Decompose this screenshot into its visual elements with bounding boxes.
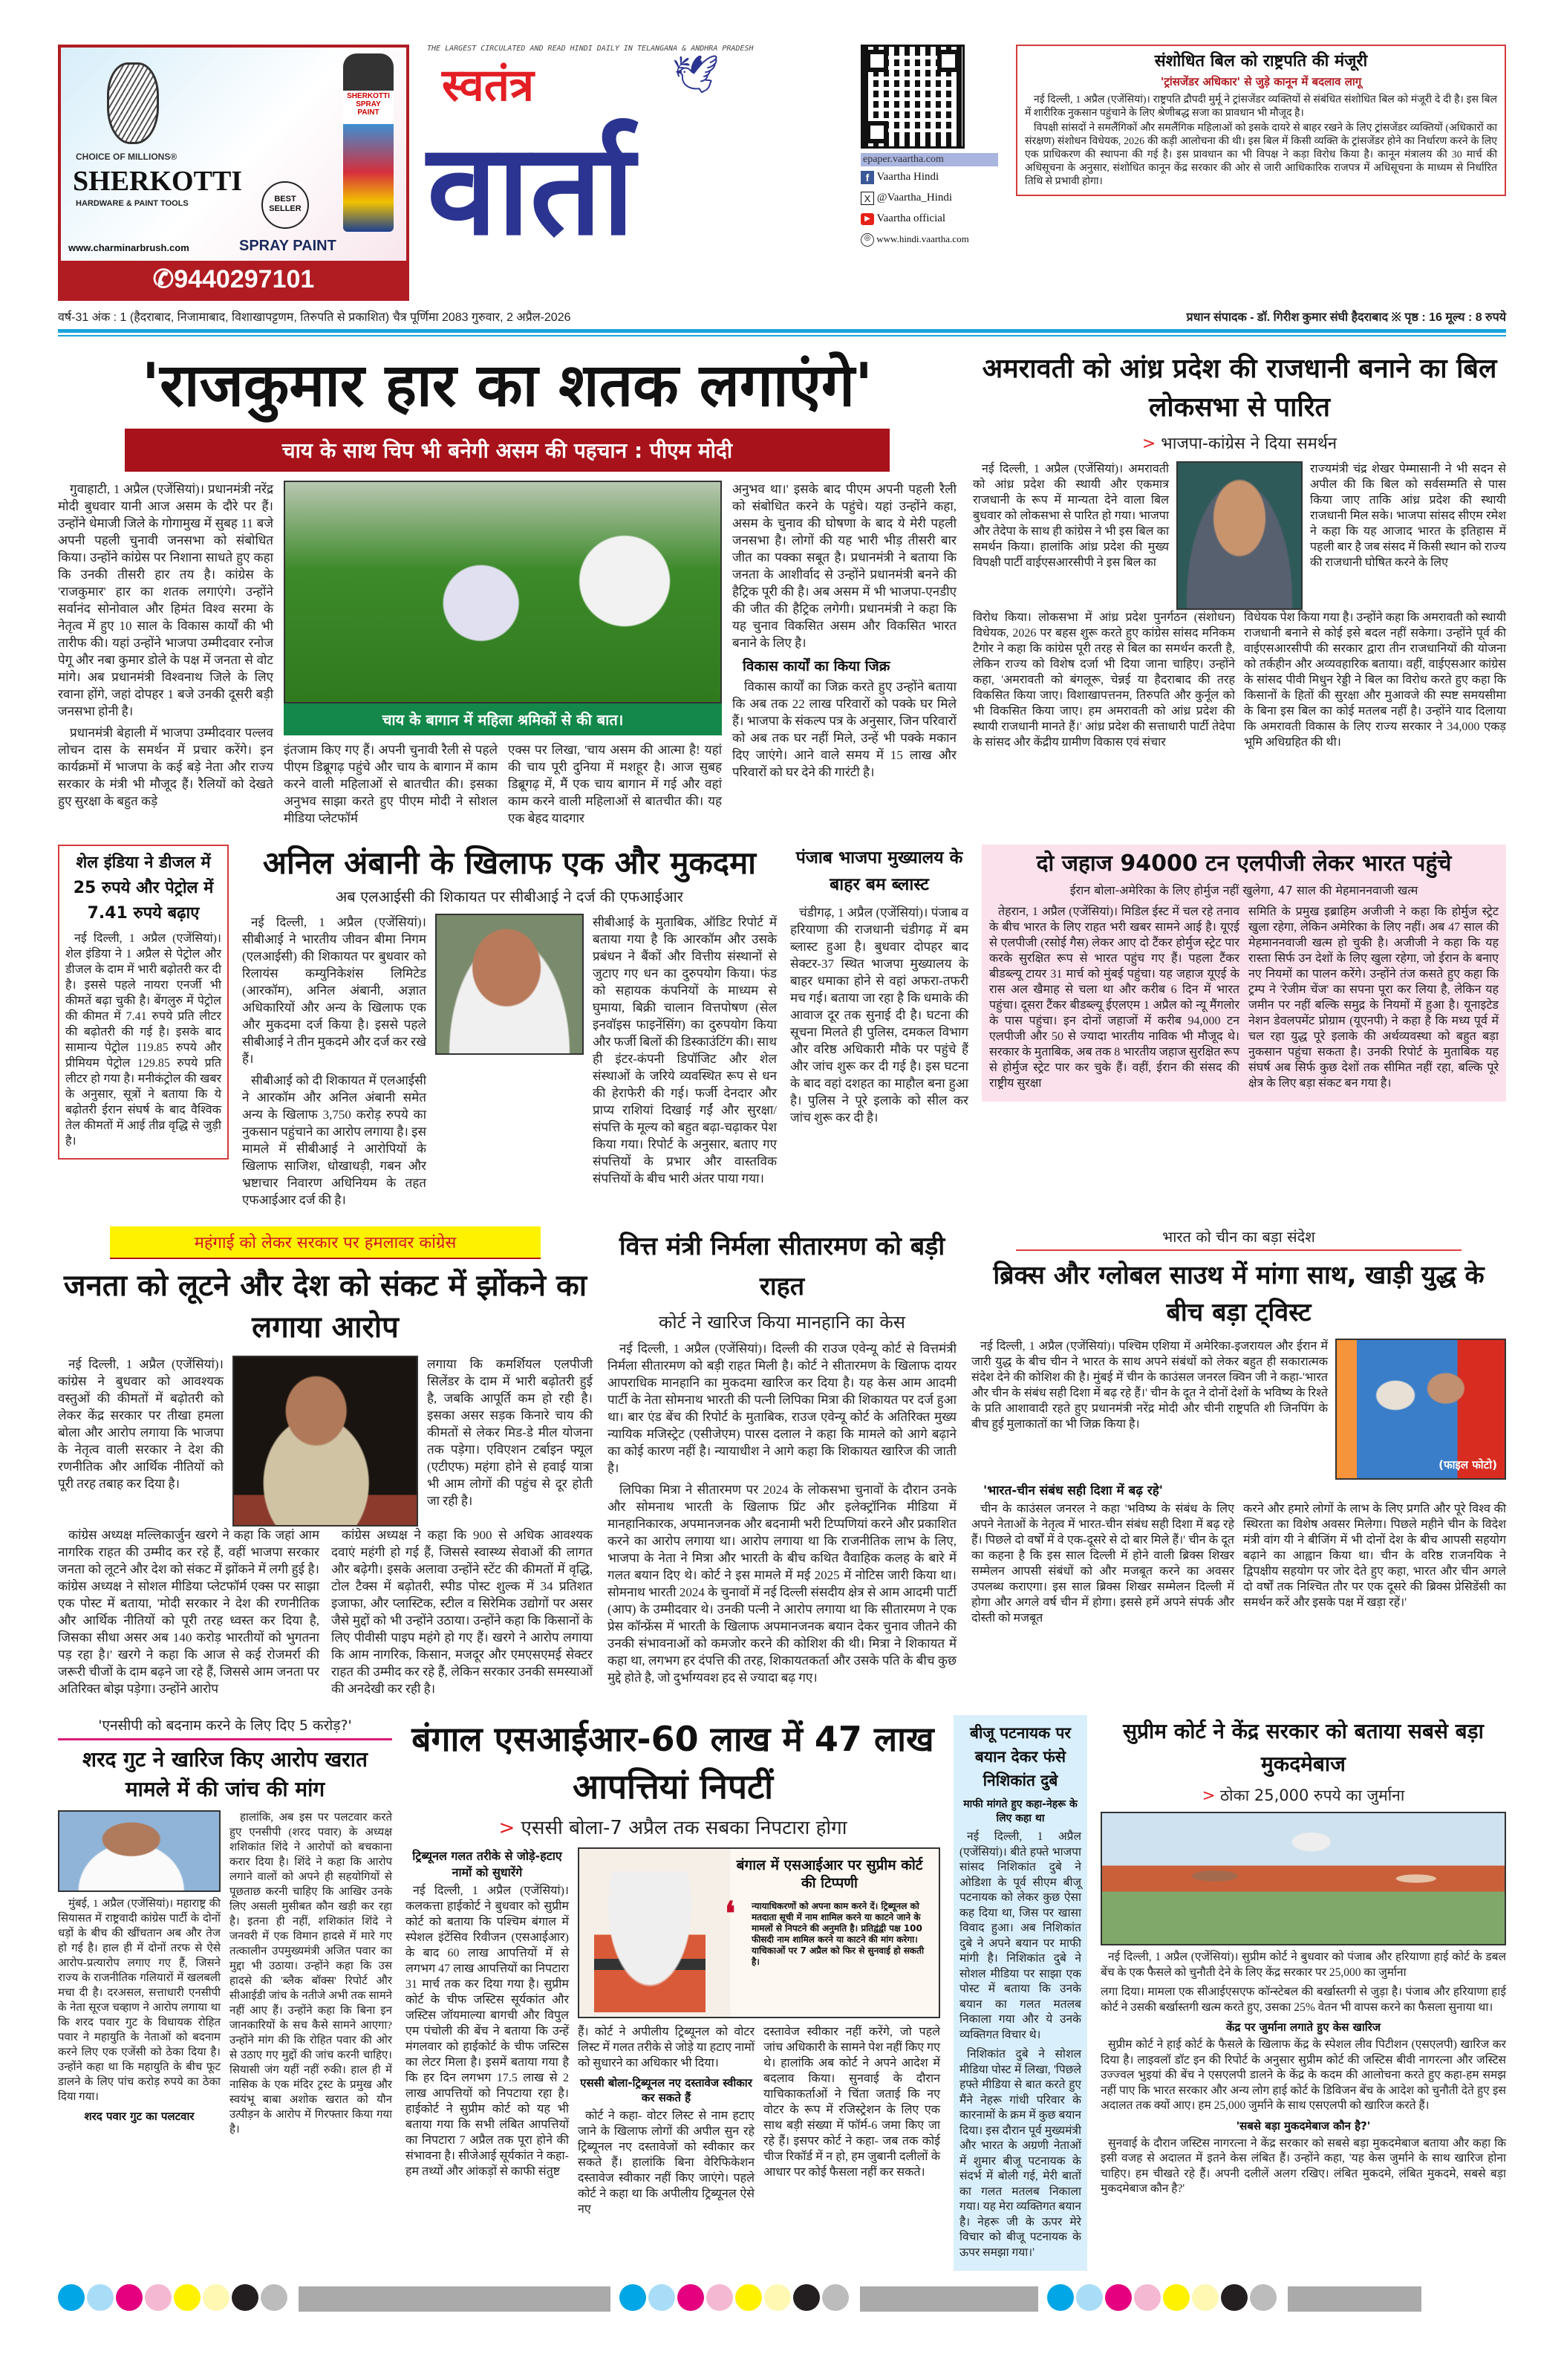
youtube-icon: ▶ xyxy=(861,213,874,225)
ambani-headline: अनिल अंबानी के खिलाफ एक और मुकदमा xyxy=(262,845,757,881)
lead-photo-tea-garden xyxy=(284,481,722,703)
bengal-side-head: ट्रिब्यूनल गलत तरीके से जोड़े-हटाए नामों को सुधारेंगे xyxy=(412,1849,562,1880)
sitharaman-body: नई दिल्ली, 1 अप्रैल (एजेंसियां)। दिल्ली की राउज एवेन्यू कोर्ट से वित्तमंत्री निर्मला सीतारमण को बड़ी राहत मिली है। कोर्ट ने सीतारमण के खिलाफ दायर आपराधिक मानहानि का मुकदमा खारिज कर दिया है। यह केस आम आदमी पार्टी के नेता सोमनाथ भारती की पत्नी लिपिका मित्रा की शिकायत पर दर्ज हुआ था। बार एंड बेंच की रिपोर्ट के मुताबिक, राउज एवेन्यू कोर्ट के अतिरिक्त मुख्य न्यायिक मजिस्ट्रेट (एसीजेएम) पारस दलाल ने कहा कि मामले को आगे बढ़ाने का कोई कारण नहीं है। न्यायाधीश ने आगे कहा कि शिकायत खारिज की जाती है। xyxy=(607,1342,957,1476)
bengal-col2: हैं। कोर्ट ने अपीलीय ट्रिब्यूनल को वोटर लिस्ट में गलत तरीके से जोड़े या हटाए नामों को सुधारने का अधिकार भी दिया। xyxy=(578,2026,755,2070)
brics-col1: नई दिल्ली, 1 अप्रैल (एजेंसियां)। पश्चिम एशिया में अमेरिका-इजरायल और ईरान में जारी युद्ध के बीच चीन ने भारत के साथ अपने संबंधों को लेकर बहुत ही सकारात्मक संदेश देने की कोशिश की है। मुंबई में चीन के काउंसल जनरल क्विन जी ने कहा-'भारत और चीन के संबंध सही दिशा में बढ़ रहे हैं।' चीन के दूत ने दोनों देशों के भविष्य के रिश्ते के प्रति आशावादी रहते हुए प्रधानमंत्री नरेंद्र मोदी और चीनी राष्ट्रपति शी जिनपिंग के बीच हुई मुलाकातों का भी जिक्र किया है। xyxy=(971,1340,1328,1431)
social-label: @Vaartha_Hindi xyxy=(876,192,953,204)
ad-phone: 9440297101 xyxy=(174,265,315,293)
dubey-box xyxy=(954,1715,1087,2271)
registration-dot xyxy=(677,2284,704,2311)
ambani-col1b: सीबीआई को दी शिकायत में एलआईसी ने आरकॉम और अनिल अंबानी समेत अन्य के खिलाफ 3,750 करोड़ रुपये का नुकसान पहुंचाने का आरोप लगाया है। इस मामले में सीबीआई ने आरोपियों के खिलाफ साजिश, धोखाधड़ी, गबन और भ्रष्टाचार निवारण अधिनियम के तहत एफआईआर दर्ज की है। xyxy=(242,1073,426,1208)
brics-col1b: चीन के काउंसल जनरल ने कहा 'भविष्य के संबंध के लिए अपने नेताओं के नेतृत्व में भारत-चीन संबंध सही दिशा में बढ़ रहे हैं। पिछले दो वर्षों में वे एक-दूसरे से दो बार मिले हैं।' चीन के दूत का कहना है कि इस साल दिल्ली में होने वाली ब्रिक्स शिखर सम्मेलन आपसी संबंधों को और मजबूत करने का अवसर उपलब्ध कराएगा। इस साल ब्रिक्स शिखर सम्मेलन दिल्ली में होगा और अगले वर्ष चीन में होगा। इससे हमें अपने संपर्क और दोस्ती को मजबूत xyxy=(971,1503,1234,1625)
qr-social-block xyxy=(861,45,998,250)
top-news-box xyxy=(1016,45,1506,196)
registration-dot xyxy=(793,2284,820,2311)
congress-col2b: कांग्रेस अध्यक्ष ने कहा कि 900 से अधिक आवश्यक दवाएं महंगी हो गई हैं, जिससे स्वास्थ्य सेवाओं की लागत और बढ़ेगी। इसके अलावा उन्होंने स्टेंट की कीमतों में वृद्धि, टोल टैक्स में बढ़ोतरी, स्पीड पोस्ट शुल्क में 34 प्रतिशत इजाफा, और प्लास्टिक, स्टील व सिरेमिक उद्योगों पर असर जैसे मुद्दों को भी उन्होंने उठाया। उन्होंने कहा कि किसानों के लिए पीवीसी पाइप महंगे हो गए हैं। खरगे ने आरोप लगाया कि आम नागरिक, किसान, मजदूर और एमएसएमई सेक्टर राहत की उम्मीद कर रहे हैं, लेकिन सरकार उनकी समस्याओं की अनदेखी कर रही है। xyxy=(331,1528,593,1697)
arrow-icon: > xyxy=(1141,435,1161,453)
registration-dot xyxy=(706,2284,733,2311)
lead-photo-caption: चाय के बागान में महिला श्रमिकों से की बात। xyxy=(284,703,722,735)
brics-headline: ब्रिक्स और ग्लोबल साउथ में मांगा साथ, खाड़ी युद्ध के बीच बड़ा ट्विस्ट xyxy=(993,1261,1485,1328)
x-icon: X xyxy=(861,192,874,205)
arrow-icon: > xyxy=(498,1817,521,1840)
brics-kicker: भारत को चीन का बड़ा संदेश xyxy=(1016,1226,1462,1251)
brics-col2b: करने और हमारे लोगों के लाभ के लिए प्रगति और पूरे विश्व की स्थिरता का विशेष अवसर मिलेगा। पिछले महीने चीन के विदेश मंत्री वांग यी ने बीजिंग में भी दोनों देश के बीच आपसी सहयोग बढ़ाने का आह्वान किया था। चीन के वरिष्ठ राजनयिक ने द्विपक्षीय सहयोग पर जोर देते हुए कहा, भारत और चीन अगले दो वर्षों तक निश्चित तौर पर एक दूसरे की ब्रिक्स प्रेसिडेंसी का समर्थन करें और इसके पक्ष में खड़ा रहें।' xyxy=(1243,1503,1506,1610)
qr-code[interactable] xyxy=(861,45,965,149)
registration-dot xyxy=(1192,2284,1219,2311)
amaravati-col2b: विधेयक पेश किया गया है। उन्होंने कहा कि अमरावती को स्थायी राजधानी बनाने से कोई इसे बदल नहीं सकेगा। उन्होंने पूर्व की वाईएसआरसीपी की सरकार द्वारा तीन राजधानियों की योजना को तर्कहीन और अव्यवहारिक बताया। वहीं, वाईएसआर कांग्रेस के सांसद पीवी मिधुन रेड्डी ने बिल का विरोध करते हुए कहा कि किसानों के हितों की सुरक्षा और मुआवजे की स्पष्ट समयसीमा के बिना इस बिल का कोई मतलब नहीं है। उन्होंने याद दिलाया कि अमरावती विकास के लिए राज्य सरकार ने 34,000 एकड़ भूमि अधिग्रहित की थी। xyxy=(1244,611,1506,749)
lead-col2: इंतजाम किए गए हैं। अपनी चुनावी रैली से पहले पीएम डिब्रूगढ़ पहुंचे और चाय के बागान में काम करने वाली महिलाओं से बातचीत की। इसका अनुभव साझा करते हुए पीएम मोदी ने सोशल मीडिया प्लेटफॉर्म xyxy=(284,743,498,825)
amaravati-photo xyxy=(1176,461,1303,610)
lpg-subhead: ईरान बोला-अमेरिका के लिए होर्मुज नहीं खुलेगा, 47 साल की मेहमाननवाजी खत्म xyxy=(1069,883,1418,897)
social-x[interactable] xyxy=(861,187,998,208)
brics-story xyxy=(971,1226,1506,1630)
social-list xyxy=(861,166,998,250)
amaravati-col1b: विरोध किया। लोकसभा में आंध्र प्रदेश पुनर्गठन (संशोधन) विधेयक, 2026 पर बहस शुरू करते हुए कांग्रेस सांसद मनिकम टैगोर ने कहा कि कांग्रेस पूरी तरह से बिल का समर्थन करती है, लेकिन राज्य को विशेष दर्जा भी दिया जाना चाहिए। उन्होंने कहा, 'अमरावती को बंगलूरू, चेन्नई या हैदराबाद की तरह विकसित किया जाए। विशाखापत्तनम, तिरुपति और कुर्नूल को भी विकसित किया जाए। हम अमरावती को आंध्र प्रदेश की स्थायी राजधानी मानते हैं।' आंध्र प्रदेश की सत्ताधारी पार्टी तेदेपा के सांसद और केंद्रीय ग्रामीण विकास एवं संचार xyxy=(973,611,1235,749)
color-dots xyxy=(619,2284,851,2314)
sc-body: लगा दिया। मामला एक सीआईएसएफ कॉन्स्टेबल की बर्खास्तगी से जुड़ा है। पंजाब और हरियाणा हाई कोर्ट ने उसकी बर्खास्तगी खत्म करते हुए, उसका 25% वेतन भी वापस करने का फैसला सुनाया था। xyxy=(1101,1986,1506,2014)
quote-icon: ❛ xyxy=(725,1895,736,1934)
registration-dot xyxy=(822,2284,849,2311)
sc-head2: केंद्र पर जुर्माना लगाते हुए केस खारिज xyxy=(1226,2020,1381,2035)
sc-head3: 'सबसे बड़ा मुकदमेबाज कौन है?' xyxy=(1236,2119,1371,2133)
tagline: THE LARGEST CIRCULATED AND READ HINDI DAILY IN TELANGANA & ANDHRA PRADESH xyxy=(427,45,754,53)
editor-line: प्रधान संपादक - डॉ. गिरीश कुमार संघी हैदराबाद ※ पृष्ठ : 16 मूल्य : 8 रुपये xyxy=(1186,311,1506,324)
bengal-mid-head: एससी बोला-ट्रिब्यूनल नए दस्तावेज स्वीकार कर सकते हैं xyxy=(580,2076,752,2105)
registration-dot xyxy=(1076,2284,1103,2311)
top-box-body: नई दिल्ली, 1 अप्रैल (एजेंसियां)। राष्ट्रपति द्रौपदी मुर्मू ने ट्रांसजेंडर व्यक्तियों से संबंधित संशोधित बिल को मंजूरी दे दी है। इस बिल में शारीरिक नुकसान पहुंचाने के लिए श्रेणीबद्ध सजा का प्रावधान भी मौजूद है। xyxy=(1025,94,1497,120)
facebook-icon: f xyxy=(861,171,874,184)
logo-top: स्वतंत्र xyxy=(442,59,535,111)
registration-dot xyxy=(1047,2284,1074,2311)
print-registration-strip xyxy=(58,2284,1506,2314)
punjab-body: चंडीगढ़, 1 अप्रैल (एजेंसियां)। पंजाब व हरियाणा की राजधानी चंडीगढ़ में बम ब्लास्ट हुआ है। बुधवार दोपहर बाद सेक्टर-37 स्थित भाजपा मुख्यालय के बाहर धमाका होने से वहां अफरा-तफरी मच गई। बताया जा रहा है कि धमाके की आवाज दूर तक सुनाई दी है। घटना की सूचना मिलते ही पुलिस, दमकल विभाग और वरिष्ठ अधिकारी मौके पर पहुंचे हैं और जांच शुरू कर दी गई है। इस घटना के बाद वहां दशहत का माहौल बना हुआ है। पुलिस ने पूरे इलाके को सील कर जांच शुरू कर दी है। xyxy=(790,905,968,1125)
sc-subhead xyxy=(1101,1785,1506,1806)
color-dots xyxy=(1047,2284,1279,2314)
shell-body: नई दिल्ली, 1 अप्रैल (एजेंसियां)। शेल इंडिया ने 1 अप्रैल से पेट्रोल और डीजल के दाम में भारी बढ़ोतरी कर दी है। इससे पहले नायरा एनर्जी भी कीमतें बढ़ा चुकी है। बेंगलुरु में पेट्रोल की कीमत में 7.41 रुपये प्रति लीटर की बढ़ोतरी की गई है। इसके बाद सामान्य पेट्रोल 119.85 रुपये और प्रीमियम पेट्रोल 129.85 रुपये प्रति लीटर हो गया है। मनीकंट्रोल की खबर के अनुसार, सूत्रों ने बताया कि ये बढ़ोतरी ईरान संघर्ष के बाद वैश्विक तेल कीमतों में आई तीव्र वृद्धि से जुड़ी है। xyxy=(65,932,221,1148)
registration-dot xyxy=(87,2284,114,2311)
registration-dot xyxy=(1250,2284,1277,2311)
ambani-story xyxy=(242,845,777,1213)
ncp-story xyxy=(58,1715,392,2142)
bengal-story xyxy=(405,1715,940,2222)
ad-product: SPRAY PAINT xyxy=(239,238,336,254)
congress-kicker: महंगाई को लेकर सरकार पर हमलावर कांग्रेस xyxy=(110,1226,541,1259)
registration-dot xyxy=(203,2284,229,2311)
kharge-photo xyxy=(232,1356,418,1526)
sitharaman-headline: वित्त मंत्री निर्मला सीतारमण को बड़ी राहत xyxy=(619,1232,945,1302)
epaper-link[interactable]: epaper.vaartha.com xyxy=(861,153,998,166)
congress-headline: जनता को लूटने और देश को संकट में झोंकने का लगाया आरोप xyxy=(63,1269,587,1345)
amaravati-col2: राज्यमंत्री चंद्र शेखर पेम्मासानी ने भी सदन से अपील की कि बिल को सर्वसम्मति से पास किया जाए ताकि आंध्र प्रदेश की स्थायी राजधानी मिल सके। भाजपा सांसद सीएम रमेश ने कहा कि यह आजाद भारत के इतिहास में पहली बार है जब संसद में किसी स्थान को राज्य की राजधानी घोषित करने के लिए xyxy=(1310,463,1506,569)
congress-col1: नई दिल्ली, 1 अप्रैल (एजेंसियां)। कांग्रेस ने बुधवार को आवश्यक वस्तुओं की कीमतों में बढ़ोतरी को लेकर केंद्र सरकार पर तीखा हमला बोला और आरोप लगाया कि भाजपा के नेतृत्व वाली सरकार ने देश की रणनीतिक और आर्थिक नीतियों को पूरी तरह तबाह कर दिया है। xyxy=(58,1357,224,1492)
lead-subhead: विकास कार्यों का किया जिक्र xyxy=(743,658,890,674)
ad-phone-bar xyxy=(61,261,406,298)
spray-can-label: SHERKOTTI SPRAY PAINT xyxy=(347,92,390,117)
brics-photo xyxy=(1335,1339,1506,1480)
lpg-headline: दो जहाज 94000 टन एलपीजी लेकर भारत पहुंचे xyxy=(1036,851,1452,877)
sc-photo xyxy=(1101,1812,1506,1945)
amaravati-subhead-text: भाजपा-कांग्रेस ने दिया समर्थन xyxy=(1161,435,1337,453)
ncp-col1: मुंबई, 1 अप्रैल (एजेंसियां)। महाराष्ट्र की सियासत में राष्ट्रवादी कांग्रेस पार्टी के दोनों धड़ों के बीच की खींचतान अब और तेज हो गई है। हाल ही में दोनों तरफ से ऐसे आरोप-प्रत्यारोप लगाए गए हैं, जिसने राज्य के राजनीतिक गलियारों में खलबली मचा दी है। दरअसल, सत्ताधारी एनसीपी के नेता सूरज चव्हाण ने आरोप लगाया था कि शरद पवार गुट के विधायक रोहित पवार ने महायुति के नेताओं को बदनाम करने लिए एक एजेंसी को ठेका दिया है। उन्होंने कहा था कि महायुति के बीच फूट डालने के लिए पांच करोड़ रुपये का ठेका दिया गया। xyxy=(58,1898,221,2104)
sitharaman-body2: लिपिका मित्रा ने सीतारमण पर 2024 के लोकसभा चुनावों के दौरान उनके और सोमनाथ भारती के खिलाफ प्रिंट और इलेक्ट्रॉनिक मीडिया में मानहानिकारक, अपमानजनक और बदनामी भरी टिप्पणियां करने और प्रकाशित करने का आरोप लगाया था। आरोप लगाया था कि राजनीतिक लाभ के लिए, भाजपा के नेता ने मित्रा और भारती के बीच कथित वैवाहिक कलह के बारे में गलत बयान दिए थे। कोर्ट ने इस मामले में मई 2025 में नोटिस जारी किया था। सोमनाथ भारती 2024 के चुनावों में नई दिल्ली संसदीय क्षेत्र से आम आदमी पार्टी (आप) के उम्मीदवार थे। उनकी पत्नी ने आरोप लगाया था कि सीतारमण ने एक प्रेस कॉन्फ्रेंस में भारती के खिलाफ अपमानजनक बयान देकर चुनाव जीतने की उनकी संभावनाओं को कमजोर करने की कोशिश की थी। मित्रा ने शिकायत में कहा था, लगभग हर दंपत्ति की तरह, शिकायतकर्ता और उसके पति के बीच कुछ मुद्दे होते है, जो दुर्भाग्यवश हद से ज्यादा बढ़ गए। xyxy=(607,1483,957,1685)
spray-can xyxy=(343,53,394,232)
sc-body2: सुप्रीम कोर्ट ने हाई कोर्ट के फैसले के खिलाफ केंद्र के स्पेशल लीव पिटीशन (एसएलपी) खारिज कर दिया है। लाइवलॉ डॉट इन की रिपोर्ट के अनुसार सुप्रीम कोर्ट की जस्टिस बीवी नागरत्ना और जस्टिस उज्ज्वल भुइयां की बेंच ने एसएलपी डालने के केंद्र के कदम की आलोचना करते हुए कहा-हम समझ नहीं पाए कि भारत सरकार और अन्य लोग हाई कोर्ट के डिविजन बेंच के आदेश को चुनौती देते हुए इस अदालत तक क्यों आए। हम 25,000 जुर्माने के साथ एसएलपी को खारिज करते हैं। xyxy=(1101,2038,1506,2113)
sc-body3: सुनवाई के दौरान जस्टिस नागरत्ना ने केंद्र सरकार को सबसे बड़ा मुकदमेबाज बताया और कहा कि इसी वजह से अदालत में इतने केस लंबित हैं। उन्होंने कहा, 'यह केस जुर्माने के साथ खारिज होना चाहिए। हम चीखते रहे हैं। अपनी दलीलें अलग रखिए। लंबित मुकदमे, लंबित मुकदमे, सबसे बड़ा मुकदमेबाज कौन है?' xyxy=(1101,2136,1506,2196)
punjab-headline: पंजाब भाजपा मुख्यालय के बाहर बम ब्लास्ट xyxy=(795,848,963,894)
registration-dot xyxy=(619,2284,646,2311)
lead-col4b: विकास कार्यों का जिक्र करते हुए उन्होंने बताया कि अब तक 22 लाख परिवारों को पक्के घर मिले हैं। भाजपा के संकल्प पत्र के अनुसार, जिन परिवारों को अब तक घर नहीं मिले, उन्हें भी पक्के मकान दिए जाएंगे। आने वाले समय में 15 लाख और परिवारों को घर देने की गारंटी है। xyxy=(732,680,957,779)
dubey-body2: निशिकांत दुबे ने सोशल मीडिया पोस्ट में लिखा, 'पिछले हफ्ते मीडिया से बात करते हुए मैंने नेहरू गांधी परिवार के कारनामों के क्रम में कुछ बयान दिया। इस दौरान पूर्व मुख्यमंत्री और भारत के अग्रणी नेताओं में शुमार बीजू पटनायक के संदर्भ में बोली गई, मेरी बातों का गलत मतलब निकाला गया। यह मेरा व्यक्तिगत बयान है। नेहरू जी के ऊपर मेरे विचार को बीजू पटनायक के ऊपर समझा गया।' xyxy=(959,2048,1081,2259)
sc-subhead-text: ठोका 25,000 रुपये का जुर्माना xyxy=(1219,1786,1405,1805)
registration-dot xyxy=(261,2284,287,2311)
social-web[interactable] xyxy=(861,229,998,250)
top-box-subtitle: 'ट्रांसजेंडर अधिकार' से जुड़े कानून में बदलाव लागू xyxy=(1160,75,1362,89)
logo xyxy=(427,53,843,290)
congress-story xyxy=(58,1226,593,1702)
gray-bar xyxy=(299,2286,610,2312)
masthead-rule-thin xyxy=(58,335,1506,336)
bengal-col3: दस्तावेज स्वीकार नहीं करेंगे, जो पहले जांच अधिकारी के सामने पेश नहीं किए गए थे। हालांकि अब कोर्ट ने अपने आदेश में बदलाव किया। सुनवाई के दौरान याचिकाकर्ताओं ने चिंता जताई कि नए वोटर के रूप में रजिस्ट्रेशन के लिए एक साथ बड़ी संख्या में फॉर्म-6 जमा किए जा रहे हैं। इसपर कोर्ट ने कहा- जब तक कोई चीज रिकॉर्ड में न हो, हम जुबानी दलीलों के आधार पर कोई फैसला नहीं कर सकते। xyxy=(763,2026,940,2179)
masthead xyxy=(58,45,1506,336)
amaravati-story xyxy=(973,350,1506,755)
dubey-subhead: माफी मांगते हुए कहा-नेहरू के लिए कहा था xyxy=(963,1798,1078,1825)
social-label: Vaartha official xyxy=(876,212,946,224)
ncp-subhead: शरद पवार गुट का पलटवार xyxy=(84,2110,195,2124)
registration-dot xyxy=(1134,2284,1161,2311)
registration-dot xyxy=(1105,2284,1132,2311)
social-label: Vaartha Hindi xyxy=(876,171,939,183)
ncp-col2: हालांकि, अब इस पर पलटवार करते हुए एनसीपी (शरद पवार) के अध्यक्ष शशिकांत शिंदे ने आरोपों को बचकाना करार दिया है। शिंदे ने कहा कि आरोप लगाने वालों को अपने ही सहयोगियों से पूछताछ करनी चाहिए कि आखिर उनके लिए असली मुसीबत कौन खड़ी कर रहा है। इतना ही नहीं, शशिकांत शिंदे ने जनवरी में एक विमान हादसे में मारे गए तत्कालीन उपमुख्यमंत्री अजित पवार का मुद्दा भी उठाया। उन्होंने कहा कि उस हादसे की 'ब्लैक बॉक्स' रिपोर्ट और सीआईडी जांच के नतीजे अभी तक सामने नहीं आए हैं। उन्होंने कहा कि बिना इन जानकारियों के सच कैसे सामने आएगा? उन्होंने मांग की कि रोहित पवार की ओर से उठाए गए मुद्दों की जांच करनी चाहिए। सियासी जंग यहीं नहीं रुकी। हाल ही में नासिक के एक मंदिर ट्रस्ट के प्रमुख और स्वयंभू बाबा अशोक खरात को यौन उत्पीड़न के आरोप में गिरफ्तार किया गया है। xyxy=(229,1812,392,2136)
bengal-headline: बंगाल एसआईआर-60 लाख में 47 लाख आपत्तियां निपटीं xyxy=(411,1719,934,1807)
ambani-subhead: अब एलआईसी की शिकायत पर सीबीआई ने दर्ज की एफआईआर xyxy=(336,888,683,906)
top-box-body: विपक्षी सांसदों ने समलैंगिकों और समलैंगिक महिलाओं को इसके दायरे से बाहर रखने के लिए ट्रांसजेंडर व्यक्तियों (अधिकारों का संरक्षण) संशोधन विधेयक, 2026 की कड़ी आलोचना की थी। इस बिल में किसी व्यक्ति के ट्रांसजेंडर होने का निर्धारण करने के लिए एक प्राधिकरण की स्थापना की गई है। इस प्रावधान का भी विपक्ष ने कड़ा विरोध किया है। कानून मंत्रालय की 30 मार्च की अधिसूचना के अनुसार, संशोधित कानून केंद्र सरकार की ओर से जारी आधिकारिक राजपत्र में अधिसूचना के माध्यम से निर्धारित तिथि से प्रभावी होगा। xyxy=(1025,123,1497,188)
lpg-col1: तेहरान, 1 अप्रैल (एजेंसियां)। मिडिल ईस्ट में चल रहे तनाव के बीच भारत के लिए राहत भरी खबर सामने आई है। यूएई से एलपीजी (रसोई गैस) लेकर आए दो टैंकर होर्मुज स्ट्रेट पार करके सुरक्षित रूप से भारत पहुंच गए हैं। पहला टैंकर बीडब्ल्यू टायर 31 मार्च को मुंबई पहुंचा। यह जहाज यूएई के रास अल खैमाह से चला था और करीब 6 दिन में भारत पहुंचा। दूसरा टैंकर बीडब्ल्यू ईएलएम 1 अप्रैल को न्यू मैंगलोर के पास पहुंचा। इन दोनों जहाजों में करीब 94,000 टन एलपीजी और 50 से ज्यादा भारतीय नाविक भी मौजूद थे। सरकार के मुताबिक, अब तक 8 भारतीय जहाज सुरक्षित रूप से होर्मुज स्ट्रेट पार कर चुके हैं। वहीं, ईरान की संसद की राष्ट्रीय सुरक्षा xyxy=(989,905,1239,1090)
lead-col3: एक्स पर लिखा, 'चाय असम की आत्मा है! यहां की चाय पूरी दुनिया में मशहूर है। आज सुबह डिब्रूगढ़ में, मैं एक चाय बागान में गई और वहां काम करने वाली महिलाओं से बातचीत की। यह एक बेहद यादगार xyxy=(508,743,722,825)
ad-brand-sub: HARDWARE & PAINT TOOLS xyxy=(76,199,189,208)
graphic-title: बंगाल में एसआईआर पर सुप्रीम कोर्ट की टिप्पणी xyxy=(736,1857,923,1892)
lead-banner: चाय के साथ चिप भी बनेगी असम की पहचान : पीएम मोदी xyxy=(125,429,890,472)
registration-dot xyxy=(1221,2284,1248,2311)
dubey-headline: बीजू पटनायक पर बयान देकर फंसे निशिकांत दुबे xyxy=(969,1724,1072,1790)
social-facebook[interactable] xyxy=(861,166,998,187)
lion-logo-icon xyxy=(107,62,159,144)
sc-headline: सुप्रीम कोर्ट ने केंद्र सरकार को बताया सबसे बड़ा मुकदमेबाज xyxy=(1123,1719,1484,1777)
top-box-title: संशोधित बिल को राष्ट्रपति की मंजूरी xyxy=(1154,52,1368,71)
amaravati-subhead xyxy=(973,432,1506,454)
registration-dot xyxy=(116,2284,143,2311)
shell-box xyxy=(58,845,229,1160)
registration-dot xyxy=(764,2284,791,2311)
registration-dot xyxy=(174,2284,201,2311)
lpg-col2: समिति के प्रमुख इब्राहिम अजीजी ने कहा कि होर्मुज स्ट्रेट खुला रहेगा, लेकिन अमेरिका के लिए नहीं। अब 47 साल की मेहमाननवाजी खत्म हो चुकी है। अजीजी ने कहा कि यह रास्ता सिर्फ उन देशों के लिए खुला रहेगा, जो ईरान के बनाए नए नियमों का पालन करेंगे। उन्होंने तंज कसते हुए कहा कि ट्रम्प ने 'रेजीम चेंज' का सपना पूरा कर लिया है, लेकिन यह जमीन पर नहीं बल्कि समुद्र के नियमों में हुआ है। यूनाइटेड नेशन डेवलपमेंट प्रोग्राम (यूएनपी) ने कहा है कि मध्य पूर्व में चल रहा युद्ध पूरे इलाके की अर्थव्यवस्था को बहुत बड़ा नुकसान पहुंचा सकता है। उनकी रिपोर्ट के मुताबिक यह संघर्ष अब सिर्फ कुछ देशों तक सीमित नहीं रहा, बल्कि पूरे क्षेत्र के लिए बड़ा संकट बन गया है। xyxy=(1248,905,1499,1090)
logo-block xyxy=(427,45,843,301)
globe-icon: ◎ xyxy=(861,233,874,247)
masthead-rule xyxy=(58,329,1506,333)
ncp-kicker: 'एनसीपी को बदनाम करने के लिए दिए 5 करोड़?' xyxy=(58,1715,392,1740)
shell-headline: शेल इंडिया ने डीजल में 25 रुपये और पेट्रोल में 7.41 रुपये बढ़ाए xyxy=(73,854,214,923)
gray-bar xyxy=(860,2286,1038,2312)
gray-bar xyxy=(1288,2286,1421,2312)
social-youtube[interactable] xyxy=(861,208,998,229)
bengal-subhead xyxy=(405,1813,940,1840)
punjab-story xyxy=(790,845,968,1131)
lpg-box xyxy=(982,845,1506,1102)
brics-subhead: 'भारत-चीन संबंध सही दिशा में बढ़ रहे' xyxy=(983,1483,1163,1499)
social-label: www.hindi.vaartha.com xyxy=(876,233,969,244)
ad-url: www.charminarbrush.com xyxy=(68,242,189,253)
lead-headline: 'राजकुमार हार का शतक लगाएंगे' xyxy=(141,351,873,420)
registration-dot xyxy=(648,2284,675,2311)
dubey-body: नई दिल्ली, 1 अप्रैल (एजेंसियां)। बीते हफ्ते भाजपा सांसद निशिकांत दुबे ने ओडिशा के पूर्व सीएम बीजू पटनायक को लेकर कुछ ऐसा कह दिया था, जिस पर खासा विवाद हुआ। अब निशिकांत दुबे ने अपने बयान पर माफी मांगी है। निशिकांत दुबे ने सोशल मीडिया पर साझा एक पोस्ट में बताया कि उनके बयान का गलत मतलब निकाला गया और ये उनके व्यक्तिगत विचार थे। xyxy=(959,1830,1081,2041)
sitharaman-story xyxy=(607,1226,957,1691)
lead-story xyxy=(58,350,957,831)
sc-col1: नई दिल्ली, 1 अप्रैल (एजेंसियां)। सुप्रीम कोर्ट ने बुधवार को पंजाब और हरियाणा हाई कोर्ट के डबल बेंच के एक फैसले को चुनौती देने के लिए केंद्र सरकार पर 25,000 का जुर्माना xyxy=(1101,1951,1506,1979)
supreme-court-dome xyxy=(594,1871,706,2012)
arrow-icon: > xyxy=(1202,1786,1220,1805)
registration-dot xyxy=(145,2284,172,2311)
color-dots xyxy=(58,2284,290,2314)
ambani-col1: नई दिल्ली, 1 अप्रैल (एजेंसियां)। सीबीआई ने भारतीय जीवन बीमा निगम (एलआईसी) की शिकायत पर बुधवार को रिलायंस कम्युनिकेशंस लिमिटेड (आरकॉम), अनिल अंबानी, अज्ञात अधिकारियों और अन्य के खिलाफ एक और मुकदमा दर्ज किया है। इससे पहले सीबीआई ने तीन मुकदमे और दर्ज कर रखे हैं। xyxy=(242,915,426,1067)
sherkotti-ad[interactable] xyxy=(58,45,409,301)
lead-col4: अनुभव था।' इसके बाद पीएम अपनी पहली रैली को संबोधित करने के पहुंचे। यहां उन्होंने कहा, असम के चुनाव की घोषणा के बाद ये मेरी पहली जनसभा है। लोगों की यह भारी भीड़ तीसरी बार जीत का पक्का सबूत है। प्रधानमंत्री ने बताया कि जनता के आशीर्वाद से उन्होंने प्रधानमंत्री बनने की हैट्रिक पूरी की है। अब असम में भी भाजपा-एनडीए की जीत की हैट्रिक लगेगी। प्रधानमंत्री ने कहा कि यह चुनाव विकसित असम और विकसित भारत बनाने के लिए है। xyxy=(732,482,957,650)
bengal-subhead-text: एससी बोला-7 अप्रैल तक सबका निपटारा होगा xyxy=(521,1817,847,1840)
ad-brand: SHERKOTTI xyxy=(73,166,243,197)
ncp-headline: शरद गुट ने खारिज किए आरोप खरात मामले में की जांच की मांग xyxy=(82,1747,368,1802)
dove-icon: 🕊 xyxy=(672,53,720,96)
amaravati-headline: अमरावती को आंध्र प्रदेश की राजधानी बनाने का बिल लोकसभा से पारित xyxy=(982,354,1497,423)
registration-dot xyxy=(58,2284,85,2311)
lead-col1: गुवाहाटी, 1 अप्रैल (एजेंसियां)। प्रधानमंत्री नरेंद्र मोदी बुधवार यानी आज असम के दौरे पर हैं। उन्होंने धेमाजी जिले के गोगामुख में सुबह 11 बजे अपनी पहली चुनावी जनसभा को संबोधित किया। उन्होंने कांग्रेस पर निशाना साधते हुए कहा कि उनकी तीसरी हार तय है। कांग्रेस के 'राजकुमार' हार का शतक लगाएंगे। उन्होंने सर्वानंद सोनोवाल और हिमंत विश्व सरमा के नेतृत्व में हुए 10 साल के विकास कार्यों की भी तारीफ की। यहां उन्होंने भाजपा उम्मीदवार रनोज पेगू और नबा कुमार डोले के पक्ष में जनता से वोट मांगे। अब प्रधानमंत्री विश्वनाथ जिले के लिए रवाना होंगे, जहां दोपहर 1 बजे उनकी दूसरी बड़ी जनसभा होनी है। xyxy=(58,482,273,718)
bengal-graphic xyxy=(578,1847,940,2018)
ad-tag: CHOICE OF MILLIONS® xyxy=(76,152,177,162)
ambani-photo xyxy=(435,914,584,1055)
logo-main: वार्ता xyxy=(427,117,635,264)
best-seller-badge: BEST SELLER xyxy=(261,181,309,229)
edition-line: वर्ष-31 अंक : 1 (हैदराबाद, निजामाबाद, विशाखापट्टणम, तिरुपति से प्रकाशित) चैत्र पूर्णिमा 2083 गुरुवार, 2 अप्रैल-2026 xyxy=(58,311,571,324)
sharad-pawar-photo xyxy=(58,1810,221,1892)
amaravati-col1: नई दिल्ली, 1 अप्रैल (एजेंसियां)। अमरावती को आंध्र प्रदेश की स्थायी और एकमात्र राजधानी के रूप में मान्यता देने वाला बिल बुधवार को लोकसभा से पारित हो गया। भाजपा और तेदेपा के साथ ही कांग्रेस ने भी इस बिल का समर्थन किया। हालांकि आंध्र प्रदेश की मुख्य विपक्षी पार्टी वाईएसआरसीपी ने इस बिल का xyxy=(973,463,1169,569)
ambani-col2: सीबीआई के मुताबिक, ऑडिट रिपोर्ट में बताया गया है कि आरकॉम और उसके प्रबंधन ने बैंकों और वित्तीय संस्थानों से जुटाए गए धन का दुरुपयोग किया। फंड को सहायक कंपनियों के माध्यम से घुमाया, बिक्री चालान वित्तपोषण (सेल इनवॉइस फाइनेंसिंग) का दुरुपयोग किया और फर्जी बिलों की डिस्काउंटिंग की। साथ ही इंटर-कंपनी डिपॉजिट और शेल संस्थाओं के जरिये व्यवस्थित रूप से धन की हेराफेरी की गई। फर्जी देनदार और प्राप्य राशियां दिखाई गईं और सुरक्षा/संपत्ति के मूल्य को बहुत बढ़ा-चढ़ाकर पेश किया गया। रिपोर्ट के अनुसार, बताए गए संपत्तियों के प्रभार और वास्तविक संपत्तियों के बीच भारी अंतर पाया गया। xyxy=(593,915,777,1186)
registration-dot xyxy=(232,2284,258,2311)
lead-col1b: प्रधानमंत्री बेहाली में भाजपा उम्मीदवार पल्लव लोचन दास के समर्थन में प्रचार करेंगे। इन कार्यक्रमों में भाजपा के कई बड़े नेता और राज्य सरकार के मंत्री भी मौजूद हैं। रैलियों को देखते हुए सुरक्षा के बहुत कड़े xyxy=(58,726,273,808)
sc-story xyxy=(1101,1715,1506,2202)
sitharaman-subhead: कोर्ट ने खारिज किया मानहानि का केस xyxy=(659,1312,905,1333)
congress-col2: लगाया कि कमर्शियल एलपीजी सिलेंडर के दाम में भारी बढ़ोतरी हुई है, जबकि आपूर्ति कम हो रही है। इसका असर सड़क किनारे चाय की कीमतों से लेकर मिड-डे मील योजना तक पड़ेगा। एविएशन टर्बाइन फ्यूल (एटीएफ) महंगा होने से हवाई यात्रा भी आम लोगों की पहुंच से दूर होती जा रही है। xyxy=(427,1357,593,1509)
graphic-quote: न्यायाधिकरणों को अपना काम करने दें। ट्रिब्यूनल को मतदाता सूची में नाम शामिल करने या काटने जाने के मामलों से निपटने की अनुमति है। प्रतिद्वंद्वी पक्ष 100 फीसदी नाम शामिल करने या काटने की मांग करेगा। याचिकाओं पर 7 अप्रैल को फिर से सुनवाई हो सकती है। xyxy=(752,1901,925,1968)
congress-col1b: कांग्रेस अध्यक्ष मल्लिकार्जुन खरगे ने कहा कि जहां आम नागरिक राहत की उम्मीद कर रहे हैं, वहीं भाजपा सरकार जनता को लूटने और देश को संकट में झोंकने में लगी हुई है। कांग्रेस अध्यक्ष ने सोशल मीडिया प्लेटफॉर्म एक्स पर साझा एक पोस्ट में बताया, 'मोदी सरकार ने देश की रणनीतिक और आर्थिक नीतियों को पूरी तरह ध्वस्त कर दिया है, जिसका सीधा असर अब 140 करोड़ भारतीयों को भुगतना पड़ रहा है।' खरगे ने कहा कि आज से कई रोजमर्रा की जरूरी चीजों के दाम बढ़ने जा रहे हैं, जिससे आम जनता पर अतिरिक्त बोझ पड़ेगा। उन्होंने आरोप xyxy=(58,1528,319,1697)
bengal-col1: नई दिल्ली, 1 अप्रैल (एजेंसियां)। कलकत्ता हाईकोर्ट ने बुधवार को सुप्रीम कोर्ट को बताया कि पश्चिम बंगाल में स्पेशल इंटेंसिव रिवीजन (एसआईआर) के बाद 60 लाख आपत्तियों में से लगभग 47 लाख आपत्तियों का निपटारा 31 मार्च तक कर दिया गया है। सुप्रीम कोर्ट के चीफ जस्टिस सूर्यकांत और जस्टिस जॉयमाल्या बागची और विपुल एम पंचोली की बेंच ने बताया कि उन्हें मंगलवार को हाईकोर्ट के चीफ जस्टिस का लेटर मिला है। इसमें बताया गया है कि हर दिन लगभग 17.5 लाख से 2 लाख आपत्तियों को निपटाया रहा है। हाईकोर्ट ने सुप्रीम कोर्ट को यह भी बताया गया कि सभी लंबित आपत्तियों का निपटारा 7 अप्रैल तक पूरा होने की संभावना है। सीजेआई सूर्यकांत ने कहा-हम तथ्यों और आंकड़ों से काफी संतुष्ट xyxy=(405,1885,569,2179)
phone-icon: ✆ xyxy=(152,265,175,293)
bengal-col2b: कोर्ट ने कहा- वोटर लिस्ट से नाम हटाए जाने के खिलाफ लोगों की अपील सुन रहे ट्रिब्यूनल नए दस्तावेजों को स्वीकार कर सकते हैं। हालांकि बिना वेरिफिकेशन दस्तावेज स्वीकार नहीं किए जाएंगे। पहले कोर्ट ने कहा था कि अपीलीय ट्रिब्यूनल ऐसे नए xyxy=(578,2110,755,2217)
registration-dot xyxy=(1163,2284,1190,2311)
brics-photo-caption: (फाइल फोटो) xyxy=(1438,1458,1497,1472)
registration-dot xyxy=(735,2284,762,2311)
